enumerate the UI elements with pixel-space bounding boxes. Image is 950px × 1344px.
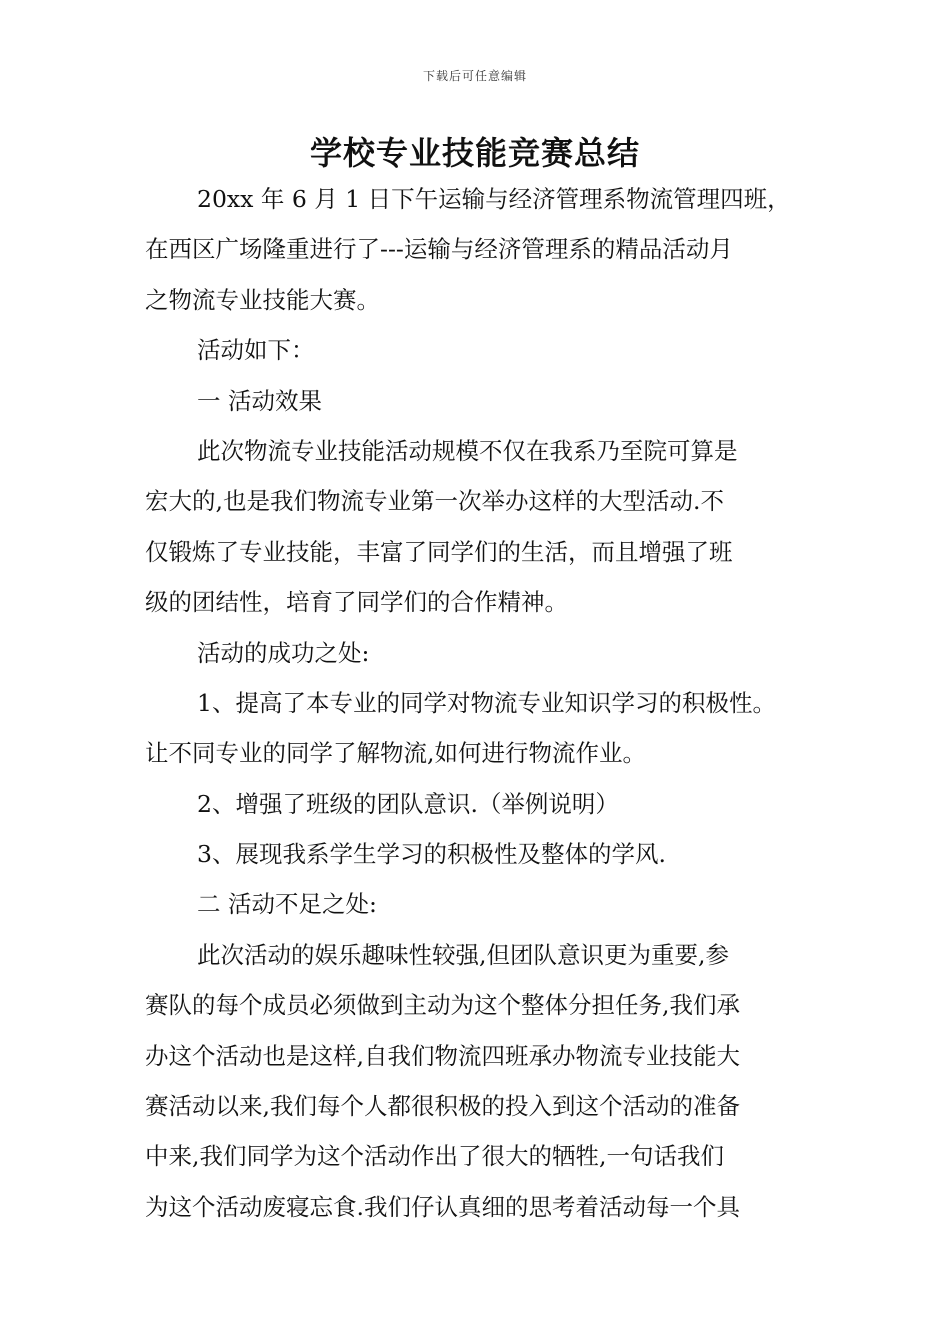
body-line: 为这个活动废寝忘食.我们仔认真细的思考着活动每一个具 [145,1192,740,1221]
body-line: 之物流专业技能大赛。 [145,285,380,314]
body-line: 活动的成功之处: [197,638,370,667]
body-line: 仅锻炼了专业技能，丰富了同学们的生活，而且增强了班 [145,537,733,566]
document-body [145,180,810,1238]
body-line: 赛活动以来,我们每个人都很积极的投入到这个活动的准备 [145,1092,740,1121]
body-line: 活动如下： [197,336,315,365]
document-title: 学校专业技能竞赛总结 [309,134,640,172]
body-line: 20xx 年 6 月 1 日下午运输与经济管理系物流管理四班， [197,185,791,213]
body-line: 办这个活动也是这样,自我们物流四班承办物流专业技能大 [145,1041,740,1070]
body-line: 二 活动不足之处: [197,890,377,919]
body-line: 让不同专业的同学了解物流,如何进行物流作业。 [145,739,646,768]
body-line: 中来,我们同学为这个活动作出了很大的牺牲,一句话我们 [145,1142,724,1171]
body-line: 宏大的,也是我们物流专业第一次举办这样的大型活动.不 [145,487,724,516]
body-line: 3、展现我系学生学习的积极性及整体的学风. [197,840,666,869]
body-line: 赛队的每个成员必须做到主动为这个整体分担任务,我们承 [145,991,740,1020]
body-line: 此次物流专业技能活动规模不仅在我系乃至院可算是 [197,436,738,465]
body-line: 在西区广场隆重进行了---运输与经济管理系的精品活动月 [145,235,733,264]
body-line: 一 活动效果 [197,386,322,415]
body-line: 1、提高了本专业的同学对物流专业知识学习的积极性。 [197,688,776,717]
body-line: 此次活动的娱乐趣味性较强,但团队意识更为重要,参 [197,940,729,969]
body-line: 2、增强了班级的团队意识.（举例说明） [197,789,619,818]
header-note: 下载后可任意编辑 [422,69,527,83]
body-line: 级的团结性，培育了同学们的合作精神。 [145,588,568,617]
